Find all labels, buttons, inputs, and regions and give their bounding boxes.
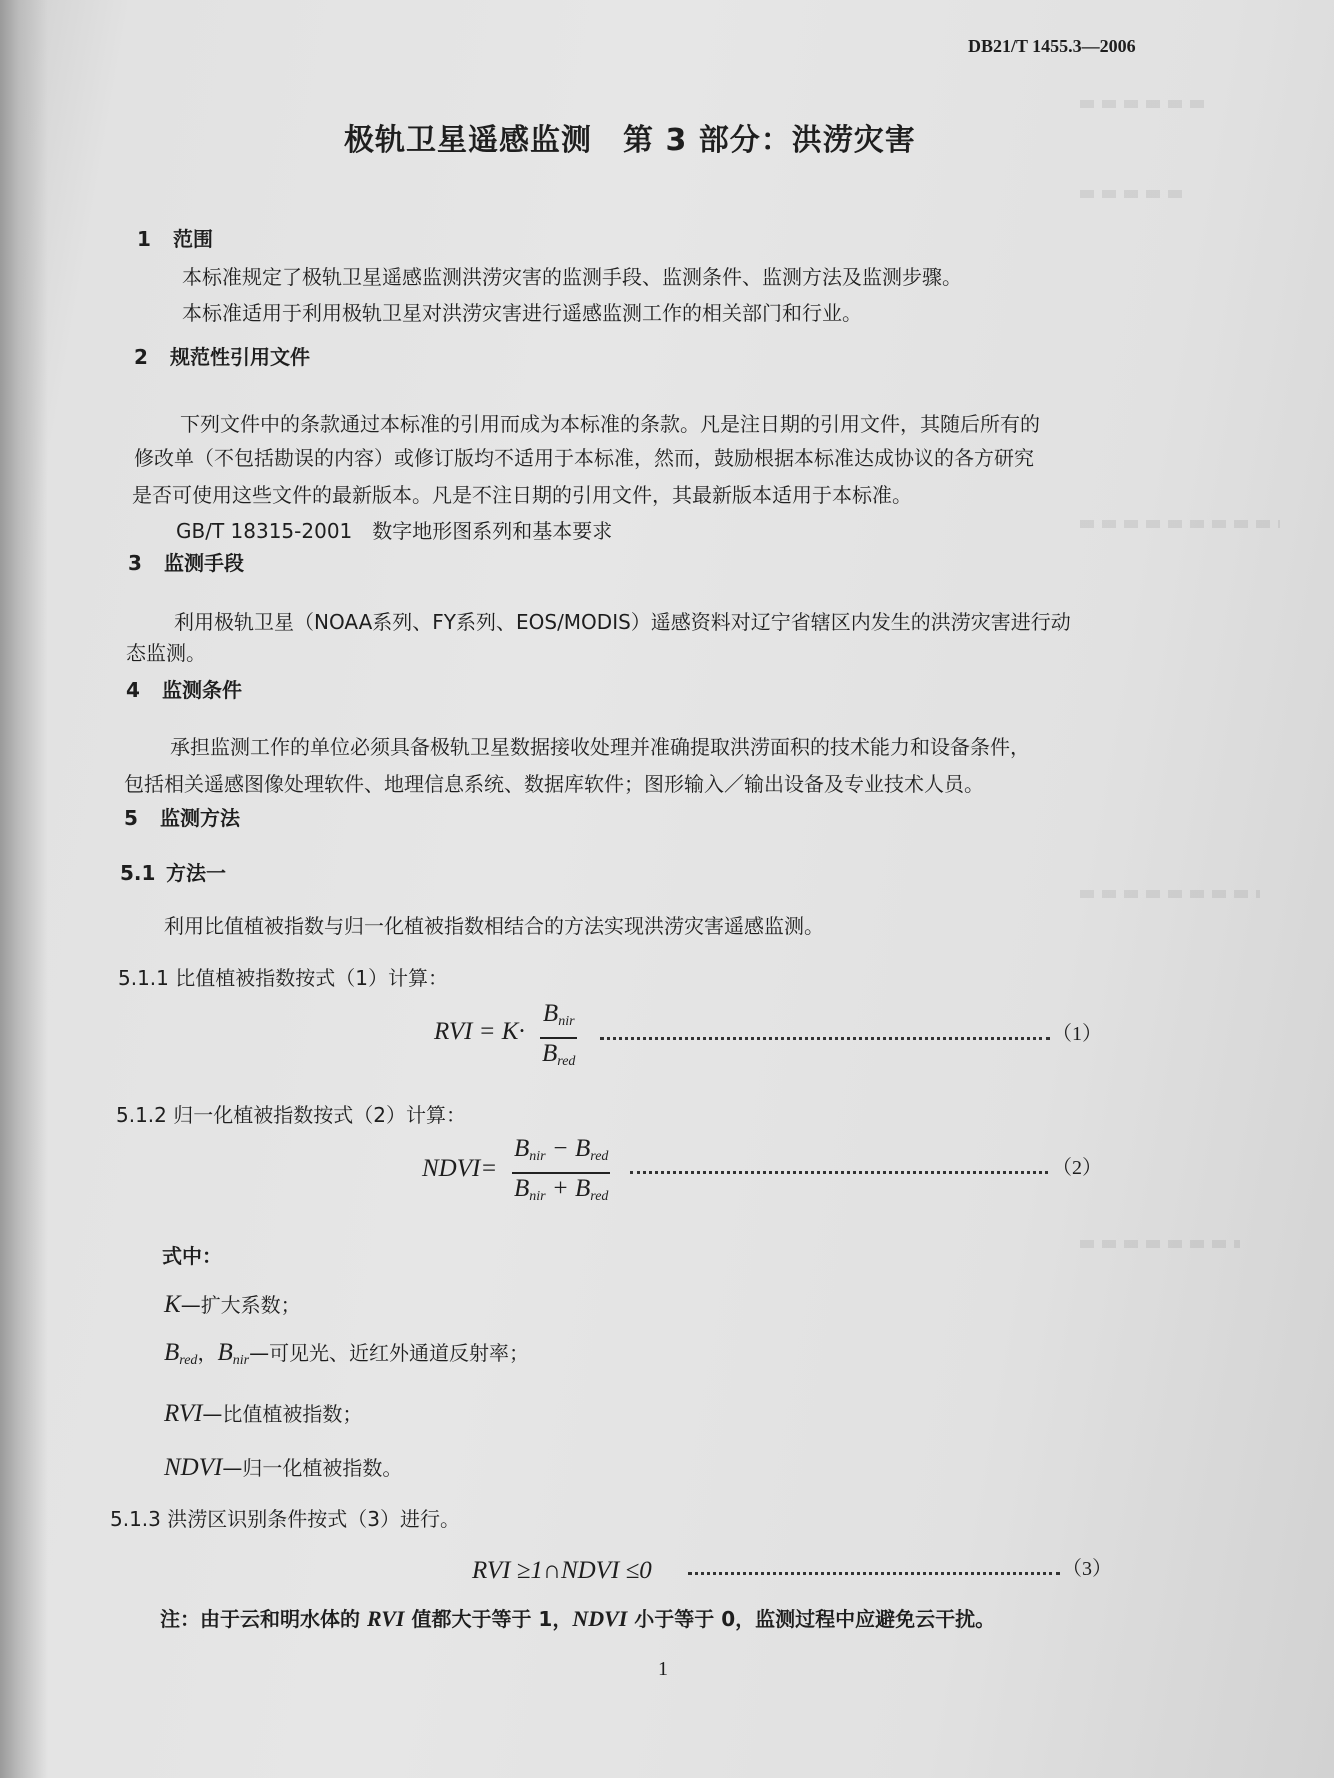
fraction-denominator: $B_{nir} + B_{red}$	[514, 1174, 609, 1204]
section-title: 范围	[173, 227, 213, 251]
section-number: 5.1	[120, 861, 156, 885]
paragraph-line: 承担监测工作的单位必须具备极轨卫星数据接收处理并准确提取洪涝面积的技术能力和设备条件，	[170, 735, 1030, 759]
symbol: $B_{nir}$	[217, 1339, 250, 1368]
section-3-heading	[128, 550, 244, 576]
section-1-heading	[137, 226, 213, 252]
section-title: 方法一	[166, 861, 226, 885]
separator: ，	[197, 1341, 218, 1365]
subsection-5-1-heading	[120, 860, 226, 886]
bleed-through-text	[1080, 1240, 1240, 1248]
symbol-description: —扩大系数；	[180, 1293, 301, 1317]
symbol: RVI	[164, 1400, 203, 1427]
equation-2-fraction	[512, 1134, 610, 1212]
leader-dots	[600, 1037, 1050, 1040]
document-title: 极轨卫星遥感监测 第 3 部分：洪涝灾害	[344, 123, 916, 158]
section-title: 规范性引用文件	[170, 345, 310, 369]
document-id: DB21/T 1455.3—2006	[968, 36, 1136, 56]
equation-2-lhs: NDVI=	[422, 1155, 498, 1182]
section-4-heading	[126, 677, 242, 703]
symbol-description: —比值植被指数；	[202, 1402, 363, 1426]
bleed-through-text	[1080, 520, 1280, 528]
paragraph-line: 利用极轨卫星（NOAA系列、FY系列、EOS/MODIS）遥感资料对辽宁省辖区内发生的洪涝灾害进行动	[174, 610, 1071, 634]
equation-3-number: （3）	[1062, 1558, 1112, 1580]
paragraph: 本标准适用于利用极轨卫星对洪涝灾害进行遥感监测工作的相关部门和行业。	[182, 301, 862, 325]
paragraph-line: 包括相关遥感图像处理软件、地理信息系统、数据库软件；图形输入／输出设备及专业技术人员。	[124, 772, 984, 796]
binding-edge	[0, 0, 48, 1778]
section-number: 5	[124, 806, 138, 830]
section-5-heading	[124, 805, 240, 831]
where-item-rvi	[164, 1401, 362, 1427]
note-text: 注：由于云和明水体的	[160, 1607, 367, 1631]
symbol: $B_{red}$	[164, 1339, 198, 1368]
fraction-denominator: $B_{red}$	[542, 1039, 576, 1069]
equation-2-number: （2）	[1052, 1157, 1102, 1179]
section-title: 监测方法	[160, 806, 240, 830]
where-item-ndvi	[164, 1455, 402, 1481]
paragraph-line: 下列文件中的条款通过本标准的引用而成为本标准的条款。凡是注日期的引用文件，其随后所有的	[180, 412, 1040, 436]
normative-reference: GB/T 18315-2001 数字地形图系列和基本要求	[176, 519, 613, 543]
where-item-b	[164, 1340, 529, 1374]
paragraph: 利用比值植被指数与归一化植被指数相结合的方法实现洪涝灾害遥感监测。	[164, 914, 824, 938]
bleed-through-text	[1080, 100, 1210, 108]
section-title: 监测手段	[164, 551, 244, 575]
leader-dots	[630, 1171, 1048, 1174]
equation-1-number: （1）	[1052, 1023, 1102, 1045]
note-symbol: RVI	[366, 1606, 405, 1631]
note-symbol: NDVI	[572, 1606, 628, 1631]
symbol: NDVI	[164, 1454, 223, 1481]
equation-1-fraction	[540, 999, 577, 1077]
section-number: 2	[134, 345, 148, 369]
where-label: 式中：	[162, 1244, 222, 1268]
fraction-numerator: $B_{nir}$	[542, 1000, 575, 1029]
section-number: 4	[126, 678, 140, 702]
clause-5-1-3: 5.1.3 洪涝区识别条件按式（3）进行。	[110, 1507, 460, 1531]
section-number: 1	[137, 227, 151, 251]
paragraph-line: 修改单（不包括勘误的内容）或修订版均不适用于本标准，然而，鼓励根据本标准达成协议的各方研究	[134, 446, 1034, 470]
symbol-description: —可见光、近红外通道反射率；	[249, 1341, 530, 1365]
section-title: 监测条件	[162, 678, 242, 702]
symbol-description: —归一化植被指数。	[222, 1456, 403, 1480]
clause-5-1-2: 5.1.2 归一化植被指数按式（2）计算：	[116, 1103, 466, 1127]
note-text: 小于等于 0，监测过程中应避免云干扰。	[627, 1607, 996, 1631]
equation-3: RVI ≥1∩NDVI ≤0	[472, 1557, 652, 1584]
note-text: 值都大于等于 1，	[404, 1607, 573, 1631]
where-item-k	[164, 1292, 301, 1318]
paragraph-line: 态监测。	[126, 641, 206, 665]
bleed-through-text	[1080, 890, 1260, 898]
leader-dots	[688, 1572, 1060, 1575]
note	[160, 1606, 995, 1632]
page-number: 1	[658, 1658, 668, 1680]
section-2-heading	[134, 344, 310, 370]
paragraph-line: 是否可使用这些文件的最新版本。凡是不注日期的引用文件，其最新版本适用于本标准。	[132, 483, 912, 507]
symbol: K	[164, 1291, 181, 1318]
section-number: 3	[128, 551, 142, 575]
fraction-numerator: $B_{nir} - B_{red}$	[514, 1135, 609, 1164]
bleed-through-text	[1080, 190, 1190, 198]
equation-1-lhs: RVI = K·	[434, 1018, 525, 1045]
paragraph: 本标准规定了极轨卫星遥感监测洪涝灾害的监测手段、监测条件、监测方法及监测步骤。	[182, 265, 962, 289]
clause-5-1-1: 5.1.1 比值植被指数按式（1）计算：	[118, 966, 448, 990]
